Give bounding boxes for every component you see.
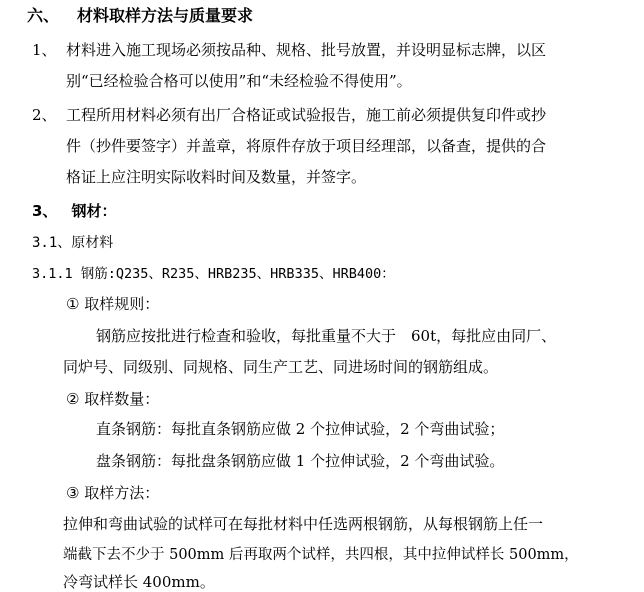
sub-3-1: 3.1、原材料: [32, 235, 114, 251]
rules-line1: 钢筋应按批进行检查和验收，每批重量不大于 60t，每批应由同厂、: [96, 327, 557, 345]
quantity-label: 取样数量：: [84, 390, 160, 408]
sub-3-1-1: 3.1.1 钢筋:Q235、R235、HRB235、HRB335、HRB400：: [32, 266, 395, 282]
rules-label: 取样规则：: [84, 295, 160, 313]
item-1-number: 1、: [32, 41, 57, 59]
item-2-line2: 件（抄件要签字）并盖章，将原件存放于项目经理部，以备查，提供的合: [66, 137, 547, 155]
method-heading: [66, 483, 159, 503]
method-line1: 拉伸和弯曲试验的试样可在每批材料中任选两根钢筋，从每根钢筋上任一: [63, 515, 544, 533]
quantity-marker: ②: [66, 390, 80, 408]
method-line3: 冷弯试样长 400mm。: [63, 573, 215, 591]
item-2-line1: 工程所用材料必须有出厂合格证或试验报告，施工前必须提供复印件或抄: [66, 106, 547, 124]
method-line2: 端截下去不少于 500mm 后再取两个试样，共四根，其中拉伸试样长 500mm，: [63, 547, 579, 563]
quantity-heading: [66, 389, 159, 409]
section-number: 六、: [27, 6, 60, 25]
rules-line2: 同炉号、同级别、同规格、同生产工艺、同进场时间的钢筋组成。: [63, 358, 499, 376]
method-marker: ③: [66, 484, 80, 502]
item-1-line2: 别“已经检验合格可以使用”和“未经检验不得使用”。: [66, 72, 412, 90]
item-2-number: 2、: [32, 106, 57, 124]
item-2-line3: 格证上应注明实际收料时间及数量，并签字。: [66, 168, 367, 186]
subsection-heading: [32, 201, 116, 221]
subsection-number: 3、: [32, 202, 58, 220]
rules-heading: [66, 294, 159, 314]
item-1-line1: 材料进入施工现场必须按品种、规格、批号放置，并设明显标志牌，以区: [66, 41, 547, 59]
subsection-title: 钢材：: [71, 202, 117, 220]
rules-marker: ①: [66, 295, 80, 313]
section-heading: [27, 6, 253, 26]
section-title: 材料取样方法与质量要求: [77, 6, 254, 25]
quantity-line1: 直条钢筋：每批直条钢筋应做 2 个拉伸试验，2 个弯曲试验；: [96, 420, 505, 438]
quantity-line2: 盘条钢筋：每批盘条钢筋应做 1 个拉伸试验，2 个弯曲试验。: [96, 452, 505, 470]
method-label: 取样方法：: [84, 484, 160, 502]
